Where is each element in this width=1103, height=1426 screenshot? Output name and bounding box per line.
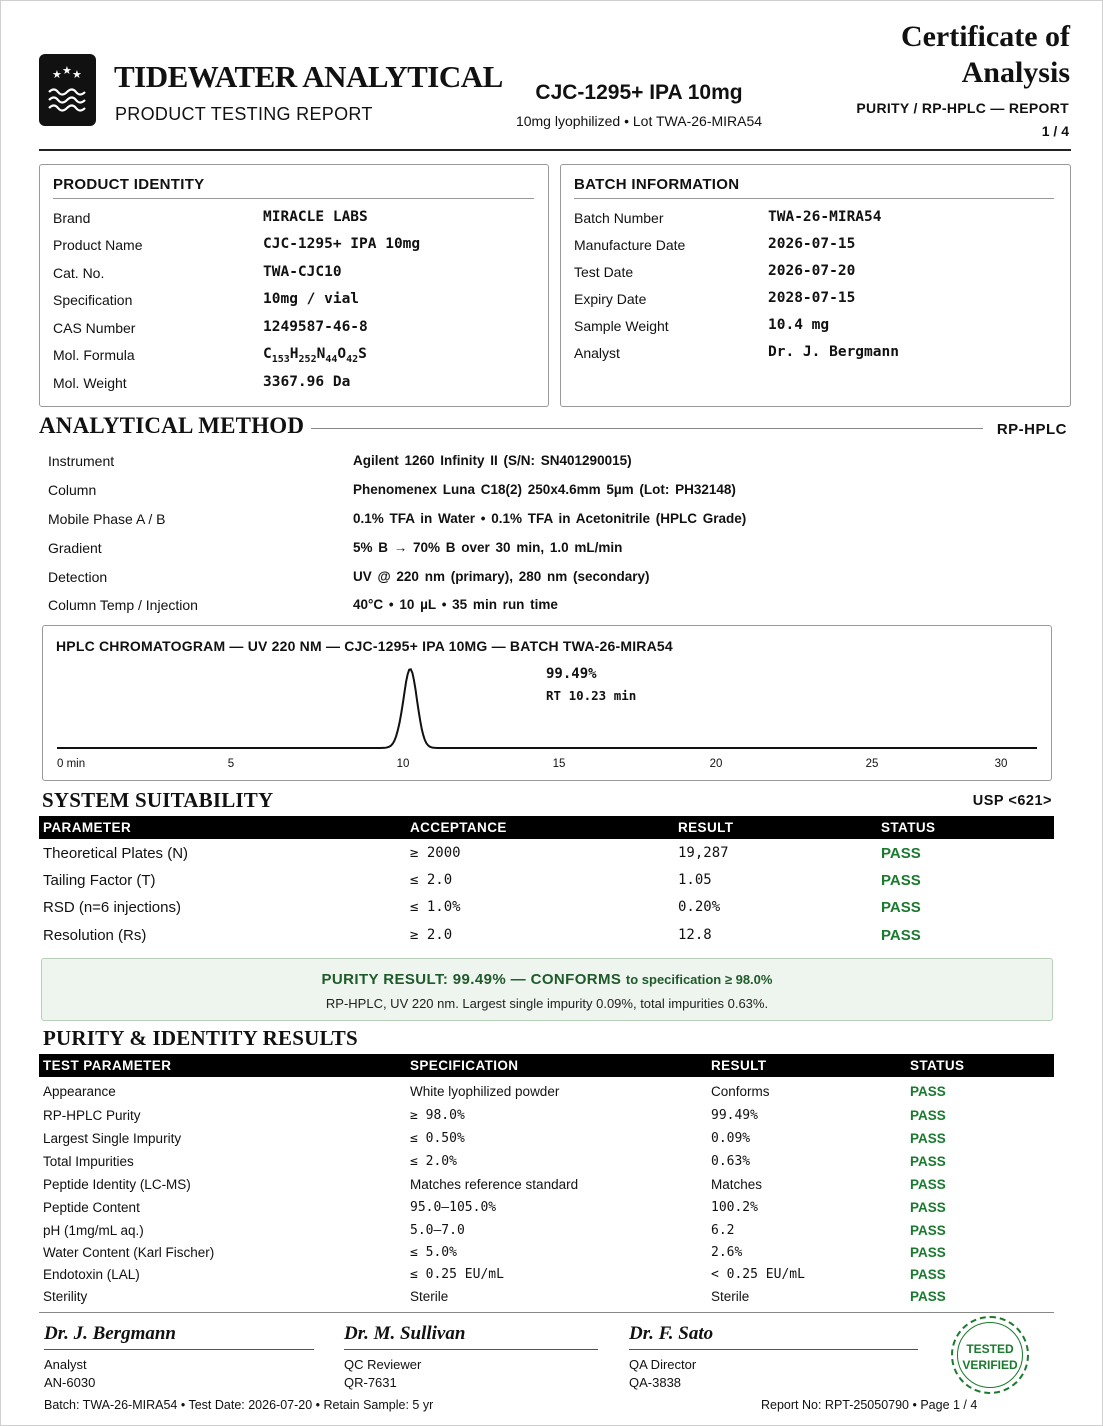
cell-parameter: Endotoxin (LAL) — [43, 1267, 140, 1282]
info-label: Sample Weight — [574, 318, 669, 334]
cell-result: 6.2 — [711, 1223, 735, 1238]
cell-specification: Matches reference standard — [410, 1177, 579, 1192]
product-identity-panel — [39, 164, 549, 407]
method-label: Detection — [48, 569, 108, 585]
method-value: 5% B → 70% B over 30 min, 1.0 mL/min — [353, 540, 623, 555]
info-value: 2026-07-15 — [768, 236, 856, 252]
method-label: Column — [48, 482, 97, 498]
method-value: Phenomenex Luna C18(2) 250x4.6mm 5µm (Lot: PH32148) — [353, 482, 736, 497]
section-divider — [311, 428, 983, 429]
method-tag: RP-HPLC — [996, 421, 1067, 438]
info-label: Specification — [53, 292, 133, 308]
status-badge: PASS — [881, 845, 921, 862]
product-identity-heading: PRODUCT IDENTITY — [53, 176, 205, 193]
document-title-line1: Certificate of — [900, 20, 1070, 53]
info-label: Mol. Weight — [53, 375, 127, 391]
method-value: Agilent 1260 Infinity II (S/N: SN401290015) — [353, 453, 632, 468]
col-header: TEST PARAMETER — [43, 1058, 172, 1073]
signature-code: QA-3838 — [629, 1375, 682, 1390]
table-row — [39, 1177, 1054, 1199]
tested-verified-stamp — [951, 1316, 1029, 1394]
x-tick-label: 15 — [552, 758, 566, 770]
col-header: STATUS — [881, 820, 936, 835]
cell-parameter: Total Impurities — [43, 1154, 134, 1169]
cell-specification: 5.0–7.0 — [410, 1223, 465, 1238]
company-name: TIDEWATER ANALYTICAL — [114, 59, 503, 94]
method-value: UV @ 220 nm (primary), 280 nm (secondary) — [353, 569, 650, 584]
stamp-line2: VERIFIED — [962, 1358, 1018, 1372]
batch-information-panel — [560, 164, 1071, 407]
svg-text:★: ★ — [52, 68, 62, 81]
cell-specification: ≥ 98.0% — [410, 1108, 465, 1123]
method-label: Mobile Phase A / B — [48, 511, 166, 527]
cell-specification: ≤ 5.0% — [410, 1245, 457, 1260]
info-value: 10mg / vial — [263, 291, 360, 307]
info-label: CAS Number — [53, 320, 136, 336]
chromatogram-panel — [42, 625, 1052, 781]
col-header: SPECIFICATION — [410, 1058, 519, 1073]
info-value: Dr. J. Bergmann — [768, 344, 899, 360]
svg-text:★: ★ — [72, 68, 82, 81]
document-title — [810, 19, 1070, 91]
stamp-line1: TESTED — [966, 1342, 1014, 1356]
cell-result: 1.05 — [678, 872, 712, 888]
cell-result: 100.2% — [711, 1200, 758, 1215]
panel-divider — [53, 198, 534, 199]
info-value: 3367.96 Da — [263, 374, 351, 390]
peak-purity-label: 99.49% — [546, 666, 597, 682]
purity-result-text — [42, 971, 1052, 988]
document-subtitle: PURITY / RP-HPLC — REPORT — [856, 100, 1069, 116]
table-row — [39, 1108, 1054, 1130]
x-tick-label: 20 — [709, 758, 723, 770]
status-badge: PASS — [910, 1154, 946, 1169]
x-tick-label: 25 — [865, 758, 879, 770]
table-row — [39, 872, 1054, 894]
cell-result: Conforms — [711, 1084, 770, 1099]
table-row — [39, 1154, 1054, 1176]
x-tick-label: 10 — [396, 758, 410, 770]
cell-result: 99.49% — [711, 1108, 758, 1123]
table-row — [39, 899, 1054, 921]
signature-name: Dr. J. Bergmann — [44, 1323, 176, 1344]
info-label: Batch Number — [574, 210, 664, 226]
status-badge: PASS — [910, 1200, 946, 1215]
cell-parameter: RSD (n=6 injections) — [43, 899, 181, 916]
panel-divider — [574, 198, 1054, 199]
cell-parameter: Peptide Identity (LC-MS) — [43, 1177, 191, 1192]
cell-result: Sterile — [711, 1289, 750, 1304]
signature-line — [44, 1349, 314, 1350]
cell-parameter: Appearance — [43, 1084, 116, 1099]
cell-specification: ≤ 2.0% — [410, 1154, 457, 1169]
signature-code: AN-6030 — [44, 1375, 96, 1390]
logo-waves-stars-icon — [39, 54, 96, 126]
signature-divider — [39, 1312, 1054, 1313]
cell-specification: ≤ 0.25 EU/mL — [410, 1267, 504, 1282]
cell-specification: White lyophilized powder — [410, 1084, 560, 1099]
purity-result-main: PURITY RESULT: 99.49% — CONFORMS — [321, 971, 622, 988]
document-page-number: 1 / 4 — [1041, 123, 1069, 139]
col-header: RESULT — [678, 820, 734, 835]
cell-acceptance: ≥ 2.0 — [410, 927, 453, 943]
cell-parameter: Water Content (Karl Fischer) — [43, 1245, 215, 1260]
cell-acceptance: ≥ 2000 — [410, 845, 461, 861]
analytical-method-heading: ANALYTICAL METHOD — [39, 413, 305, 438]
x-tick-label: 0 min — [57, 758, 86, 770]
batch-information-heading: BATCH INFORMATION — [574, 176, 740, 193]
table-row — [39, 1245, 1054, 1267]
status-badge: PASS — [910, 1108, 946, 1123]
cell-parameter: pH (1mg/mL aq.) — [43, 1223, 144, 1238]
chromatogram-title: HPLC CHROMATOGRAM — UV 220 NM — CJC-1295+ IPA 10MG — BATCH TWA-26-MIRA54 — [56, 638, 673, 654]
company-logo — [39, 54, 96, 126]
product-title: CJC-1295+ IPA 10mg — [535, 81, 743, 104]
method-value: 40°C • 10 µL • 35 min run time — [353, 597, 558, 612]
signature-code: QR-7631 — [344, 1375, 397, 1390]
info-label: Brand — [53, 210, 91, 226]
info-label: Mol. Formula — [53, 347, 135, 363]
cell-specification: ≤ 0.50% — [410, 1131, 465, 1146]
info-value: TWA-26-MIRA54 — [768, 209, 882, 225]
status-badge: PASS — [910, 1177, 946, 1192]
product-subtitle: 10mg lyophilized • Lot TWA-26-MIRA54 — [515, 113, 763, 129]
table-row — [39, 1200, 1054, 1222]
status-badge: PASS — [910, 1223, 946, 1238]
info-value: 2028-07-15 — [768, 290, 856, 306]
signature-line — [344, 1349, 598, 1350]
status-badge: PASS — [910, 1267, 946, 1282]
info-value: CJC-1295+ IPA 10mg — [263, 236, 421, 252]
method-label: Instrument — [48, 453, 115, 469]
footer-report-info: Report No: RPT-25050790 • Page 1 / 4 — [761, 1398, 978, 1412]
status-badge: PASS — [910, 1245, 946, 1260]
svg-text:★: ★ — [62, 64, 72, 77]
col-header: PARAMETER — [43, 820, 132, 835]
signature-line — [629, 1349, 918, 1350]
cell-result: 12.8 — [678, 927, 712, 943]
info-label: Cat. No. — [53, 265, 105, 281]
purity-result-spec: to specification ≥ 98.0% — [625, 972, 773, 987]
cell-result: 2.6% — [711, 1245, 743, 1260]
table-row — [39, 1084, 1054, 1106]
x-tick-label: 5 — [227, 758, 235, 770]
col-header: STATUS — [910, 1058, 965, 1073]
table-row — [39, 1267, 1054, 1289]
cell-specification: 95.0–105.0% — [410, 1200, 497, 1215]
status-badge: PASS — [910, 1131, 946, 1146]
signature-name: Dr. F. Sato — [629, 1323, 714, 1344]
company-subtitle: PRODUCT TESTING REPORT — [115, 104, 373, 124]
system-suitability-header — [39, 816, 1054, 839]
cell-result: 19,287 — [678, 845, 729, 861]
status-badge: PASS — [881, 899, 921, 916]
signature-name: Dr. M. Sullivan — [344, 1323, 466, 1344]
x-tick-label: 30 — [994, 758, 1008, 770]
purity-result-banner — [41, 958, 1053, 1021]
purity-identity-heading: PURITY & IDENTITY RESULTS — [43, 1026, 358, 1050]
cell-parameter: Theoretical Plates (N) — [43, 845, 189, 862]
status-badge: PASS — [910, 1084, 946, 1099]
system-suitability-heading: SYSTEM SUITABILITY — [42, 788, 274, 812]
usp-tag: USP <621> — [972, 793, 1052, 809]
method-label: Column Temp / Injection — [48, 597, 198, 613]
signature-role: QA Director — [629, 1357, 697, 1372]
col-header: ACCEPTANCE — [410, 820, 507, 835]
info-label: Analyst — [574, 345, 620, 361]
cell-parameter: Peptide Content — [43, 1200, 140, 1215]
info-label: Test Date — [574, 264, 634, 280]
signature-role: Analyst — [44, 1357, 87, 1372]
cell-acceptance: ≤ 2.0 — [410, 872, 453, 888]
info-value: 1249587-46-8 — [263, 319, 368, 335]
mol-formula-value: $C_{153}H_{252}N_{44}O_{42}S$ — [263, 346, 367, 365]
table-row — [39, 1223, 1054, 1245]
table-row — [39, 927, 1054, 949]
info-value: 10.4 mg — [768, 317, 830, 333]
header-divider — [39, 149, 1071, 151]
cell-result: 0.20% — [678, 899, 721, 915]
cell-parameter: Resolution (Rs) — [43, 927, 147, 944]
info-value: MIRACLE LABS — [263, 209, 368, 225]
status-badge: PASS — [910, 1289, 946, 1304]
info-value: 2026-07-20 — [768, 263, 856, 279]
method-label: Gradient — [48, 540, 102, 556]
footer-batch-info: Batch: TWA-26-MIRA54 • Test Date: 2026-07-20 • Retain Sample: 5 yr — [44, 1398, 434, 1412]
method-value: 0.1% TFA in Water • 0.1% TFA in Acetonitrile (HPLC Grade) — [353, 511, 747, 526]
table-row — [39, 845, 1054, 867]
table-row — [39, 1289, 1054, 1311]
col-header: RESULT — [711, 1058, 767, 1073]
cell-parameter: Tailing Factor (T) — [43, 872, 156, 889]
cell-parameter: Largest Single Impurity — [43, 1131, 182, 1146]
info-label: Expiry Date — [574, 291, 647, 307]
cell-result: < 0.25 EU/mL — [711, 1267, 805, 1282]
purity-identity-header — [39, 1054, 1054, 1077]
status-badge: PASS — [881, 927, 921, 944]
cell-result: Matches — [711, 1177, 763, 1192]
cell-result: 0.09% — [711, 1131, 751, 1146]
cell-parameter: Sterility — [43, 1289, 88, 1304]
signature-role: QC Reviewer — [344, 1357, 422, 1372]
info-label: Manufacture Date — [574, 237, 686, 253]
info-label: Product Name — [53, 237, 143, 253]
purity-result-note: RP-HPLC, UV 220 nm. Largest single impurity 0.09%, total impurities 0.63%. — [325, 996, 769, 1011]
cell-parameter: RP-HPLC Purity — [43, 1108, 141, 1123]
document-title-line2: Analysis — [961, 56, 1070, 89]
cell-specification: Sterile — [410, 1289, 449, 1304]
status-badge: PASS — [881, 872, 921, 889]
table-row — [39, 1131, 1054, 1153]
peak-rt-label: RT 10.23 min — [546, 688, 637, 703]
info-value: TWA-CJC10 — [263, 264, 342, 280]
cell-acceptance: ≤ 1.0% — [410, 899, 461, 915]
cell-result: 0.63% — [711, 1154, 751, 1169]
